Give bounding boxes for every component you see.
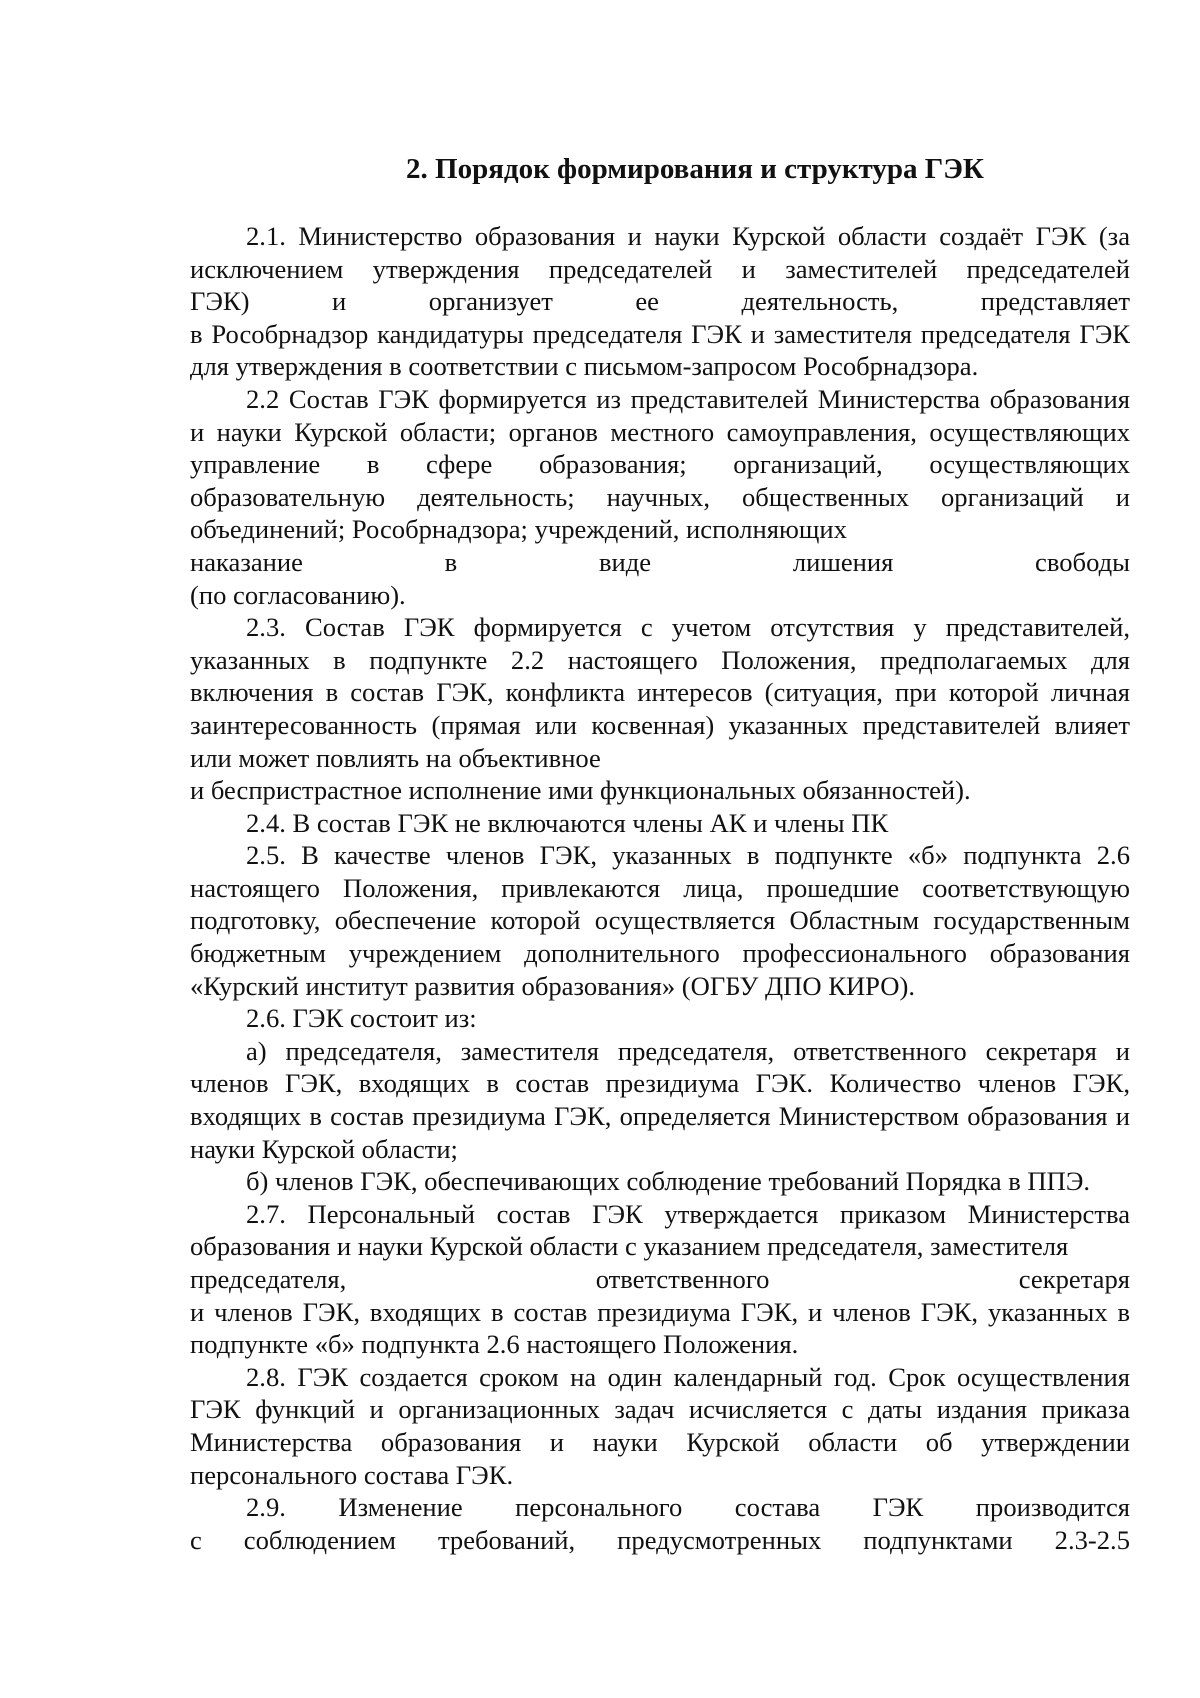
paragraph-2-9-line-1: 2.9. Изменение персонального состава ГЭК производится [246,1492,1130,1523]
paragraph-2-7 [190,1198,1130,1263]
paragraph-2-7-end: и членов ГЭК, входящих в состав президиума ГЭК, и членов ГЭК, указанных в подпункте «б» подпункта 2.6 настоящего Положения. [190,1296,1130,1360]
paragraph-2-5: 2.5. В качестве членов ГЭК, указанных в подпункте «б» подпункта 2.6 настоящего Положения, привлекаются лица, прошедшие соответствующую подготовку, обеспечение которой осуществляется Областным государственным бюджетным учреждением дополнительного профессионального образования «Курский институт развития образования» (ОГБУ ДПО КИРО). [190,840,1130,1001]
paragraph-2-3-text: 2.3. Состав ГЭК формируется с учетом отсутствия у представителей, указанных в подпункте 2.2 настоящего Положения, предполагаемых для включения в состав ГЭК, конфликта интересов (ситуация, при которой личная заинтересованность (прямая или косвенная) указанных представителей влияет или может повлиять на объективное [190,612,1130,773]
paragraph-2-1 [190,220,1130,383]
paragraph-2-6-b: б) членов ГЭК, обеспечивающих соблюдение требований Порядка в ППЭ. [246,1166,1091,1197]
paragraph-2-7-spread-line: председателя, ответственного секретаря [190,1264,1130,1294]
paragraph-2-1-line-1: 2.1. Министерство образования и науки Курской области создаёт ГЭК (за [246,221,1130,251]
document-body [190,220,1130,1556]
paragraph-2-1-line-2: исключением утверждения председателей и заместителей председателей [190,253,1130,284]
paragraph-2-2-text: 2.2 Состав ГЭК формируется из представителей Министерства образования и науки Курской области; органов местного самоуправления, осуществляющих управление в сфере образования; организаций, осуществляющих образовательную деятельность; научных, общественных организаций и объединений; Рособрнадзора; учреждений, исполняющих [190,383,1130,545]
paragraph-2-1-line-3: ГЭК) и организует ее деятельность, представляет [190,286,1130,317]
paragraph-2-7-cont [190,1263,1130,1361]
paragraph-2-2-end: (по согласованию). [190,579,406,610]
paragraph-2-2 [190,383,1130,546]
section-title: 2. Порядок формирования и структура ГЭК [406,153,984,185]
paragraph-2-6-a: а) председателя, заместителя председателя, ответственного секретаря и членов ГЭК, входящих в состав президиума ГЭК. Количество членов ГЭК, входящих в состав президиума ГЭК, определяется Министерством образования и науки Курской области; [190,1035,1130,1164]
paragraph-2-4: 2.4. В состав ГЭК не включаются члены АК и члены ПК [246,807,889,838]
paragraph-2-2-spread-line: наказание в виде лишения свободы [190,546,1130,577]
paragraph-2-6: 2.6. ГЭК состоит из: [246,1003,477,1034]
paragraph-2-3 [190,611,1130,774]
paragraph-2-7-text: 2.7. Персональный состав ГЭК утверждается приказом Министерства образования и науки Курской области с указанием председателя, заместителя [190,1198,1130,1262]
paragraph-2-3-cont [190,774,1130,807]
paragraph-2-2-cont [190,546,1130,611]
paragraph-2-9 [190,1491,1130,1556]
paragraph-2-3-end: и беспристрастное исполнение ими функциональных обязанностей). [190,775,971,806]
paragraph-2-9-line-2: с соблюдением требований, предусмотренных подпунктами 2.3-2.5 [190,1524,1130,1555]
paragraph-2-1-rest: в Рособрнадзор кандидатуры председателя ГЭК и заместителя председателя ГЭК для утверждения в соответствии с письмом-запросом Рособрнадзора. [190,318,1130,382]
paragraph-2-8: 2.8. ГЭК создается сроком на один календарный год. Срок осуществления ГЭК функций и организационных задач исчисляется с даты издания приказа Министерства образования и науки Курской области об утверждении персонального состава ГЭК. [190,1361,1130,1490]
